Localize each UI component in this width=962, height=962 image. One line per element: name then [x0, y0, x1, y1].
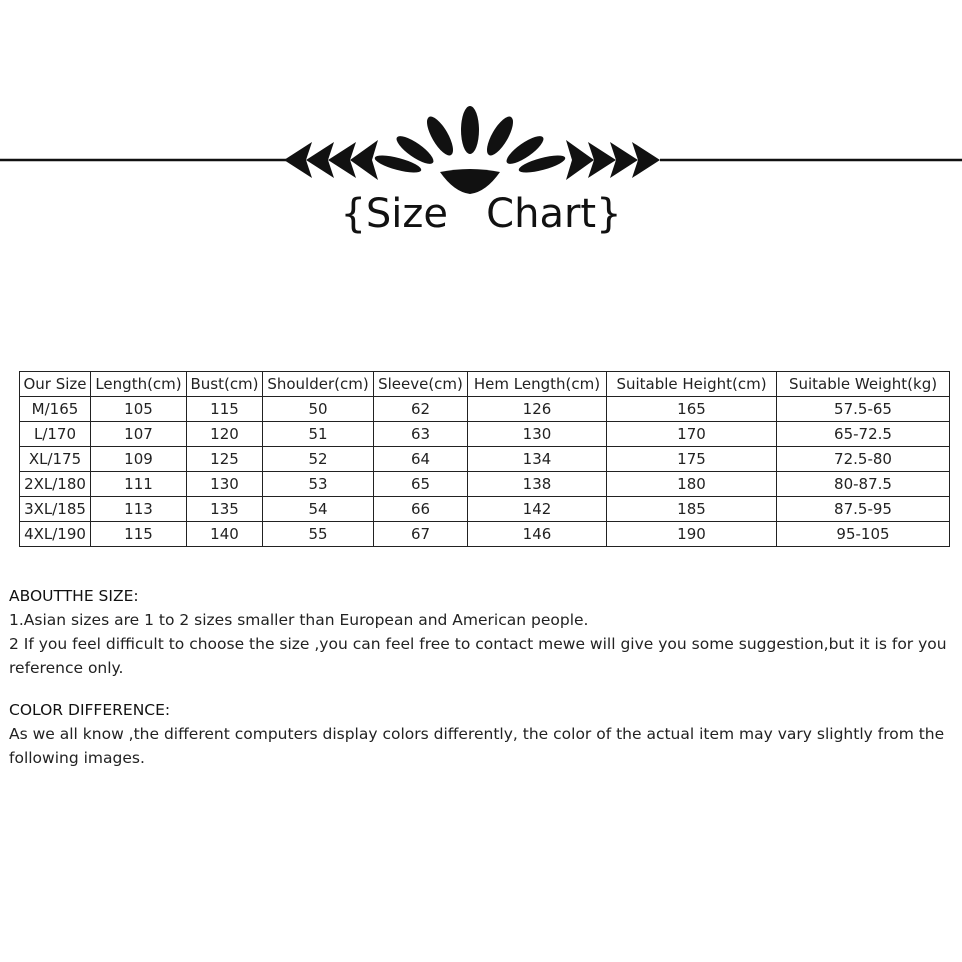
table-cell: 113	[91, 497, 187, 522]
table-cell: 107	[91, 422, 187, 447]
table-cell: 140	[187, 522, 263, 547]
table-cell: 51	[263, 422, 374, 447]
table-cell: 134	[468, 447, 607, 472]
about-size-line-1: 1.Asian sizes are 1 to 2 sizes smaller than European and American people.	[9, 611, 589, 629]
table-cell: 54	[263, 497, 374, 522]
table-cell: 95-105	[777, 522, 950, 547]
table-cell: 63	[374, 422, 468, 447]
table-cell: 185	[607, 497, 777, 522]
table-cell: XL/175	[20, 447, 91, 472]
size-notes	[9, 584, 957, 770]
table-cell: 135	[187, 497, 263, 522]
table-cell: 130	[187, 472, 263, 497]
column-header: Length(cm)	[91, 372, 187, 397]
table-cell: 80-87.5	[777, 472, 950, 497]
table-cell: 4XL/190	[20, 522, 91, 547]
table-row	[20, 472, 950, 497]
column-header: Suitable Weight(kg)	[777, 372, 950, 397]
table-cell: M/165	[20, 397, 91, 422]
table-cell: 109	[91, 447, 187, 472]
table-row	[20, 497, 950, 522]
table-cell: 120	[187, 422, 263, 447]
table-cell: 125	[187, 447, 263, 472]
table-row	[20, 447, 950, 472]
crown-fan-divider-icon	[0, 100, 962, 200]
table-cell: 2XL/180	[20, 472, 91, 497]
table-cell: 52	[263, 447, 374, 472]
table-cell: 170	[607, 422, 777, 447]
table-cell: 62	[374, 397, 468, 422]
table-cell: 64	[374, 447, 468, 472]
table-cell: 115	[91, 522, 187, 547]
table-cell: L/170	[20, 422, 91, 447]
table-cell: 66	[374, 497, 468, 522]
size-chart-table	[19, 371, 950, 547]
table-cell: 72.5-80	[777, 447, 950, 472]
table-cell: 57.5-65	[777, 397, 950, 422]
table-cell: 50	[263, 397, 374, 422]
column-header: Suitable Height(cm)	[607, 372, 777, 397]
table-cell: 190	[607, 522, 777, 547]
table-cell: 111	[91, 472, 187, 497]
table-cell: 105	[91, 397, 187, 422]
table-cell: 142	[468, 497, 607, 522]
column-header: Hem Length(cm)	[468, 372, 607, 397]
column-header: Our Size	[20, 372, 91, 397]
about-size-heading: ABOUTTHE SIZE:	[9, 587, 139, 605]
color-difference-text: As we all know ,the different computers display colors differently, the color of the actual item may vary slightly from the following images.	[9, 725, 945, 767]
table-header-row	[20, 372, 950, 397]
table-cell: 130	[468, 422, 607, 447]
column-header: Shoulder(cm)	[263, 372, 374, 397]
table-cell: 53	[263, 472, 374, 497]
table-cell: 146	[468, 522, 607, 547]
table-cell: 65	[374, 472, 468, 497]
table-cell: 180	[607, 472, 777, 497]
table-row	[20, 397, 950, 422]
table-cell: 67	[374, 522, 468, 547]
page-title: {Size Chart}	[340, 191, 622, 237]
table-cell: 55	[263, 522, 374, 547]
table-cell: 115	[187, 397, 263, 422]
table-cell: 138	[468, 472, 607, 497]
table-cell: 175	[607, 447, 777, 472]
color-difference-heading: COLOR DIFFERENCE:	[9, 701, 171, 719]
table-row	[20, 422, 950, 447]
column-header: Bust(cm)	[187, 372, 263, 397]
table-cell: 165	[607, 397, 777, 422]
about-size-line-2: 2 If you feel difficult to choose the size ,you can feel free to contact mewe will give you some suggestion,but it is for you reference only.	[9, 635, 947, 677]
table-cell: 87.5-95	[777, 497, 950, 522]
table-row	[20, 522, 950, 547]
column-header: Sleeve(cm)	[374, 372, 468, 397]
table-cell: 65-72.5	[777, 422, 950, 447]
table-cell: 126	[468, 397, 607, 422]
table-cell: 3XL/185	[20, 497, 91, 522]
